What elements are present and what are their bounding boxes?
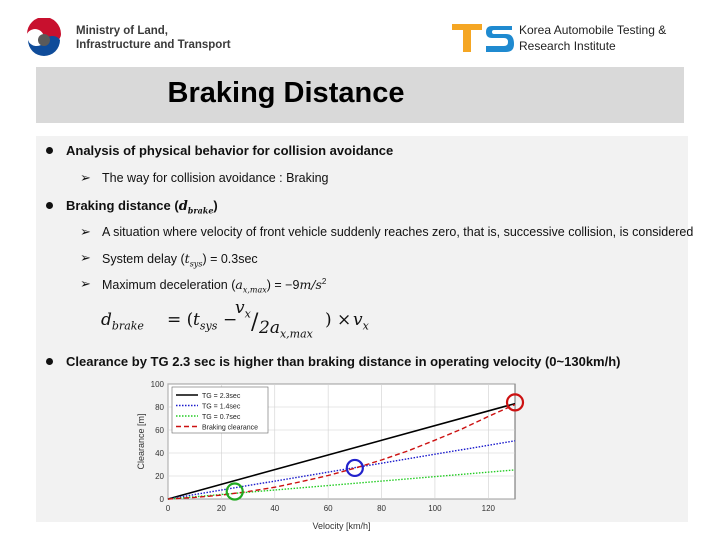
sub-successive-collision [80,224,694,239]
y-axis-label: Clearance [m] [136,413,146,470]
sub-var: a [235,277,243,293]
bullet-text: Clearance by TG 2.3 sec is higher than braking distance in operating velocity (0~130km/h) [66,354,621,369]
taeguk-logo-icon [24,18,64,58]
sub-var-sub: x,max [242,285,267,295]
arrow-bullet-icon: ➢ [80,224,91,239]
sub-unit: m/s [299,277,322,293]
legend-label: Braking clearance [202,424,259,432]
page-title: Braking Distance [167,77,405,109]
sub-system-delay [80,250,258,269]
sub-max-deceleration [80,276,327,295]
x-tick-label: 40 [270,504,280,513]
bullet-dot-icon [46,202,53,209]
bullet-clearance [66,354,621,369]
legend-label: TG = 2.3sec [202,393,241,400]
ts-logo-icon [452,24,514,52]
bullet-collision-analysis [66,143,393,158]
braking-distance-formula [101,298,381,344]
clearance-chart [130,372,530,532]
bullet-text-suffix: ) [213,198,218,213]
x-tick-label: 60 [323,504,333,513]
sub-prefix: System delay ( [102,252,185,266]
y-tick-label: 100 [150,380,164,389]
formula-eq: = ( [167,310,194,330]
bullet-dot-icon [46,358,53,365]
x-tick-label: 100 [428,504,442,513]
x-axis-label: Velocity [km/h] [312,521,371,531]
legend-label: TG = 0.7sec [202,414,241,421]
y-tick-label: 40 [155,449,164,458]
sub-unit-sup: 2 [321,277,327,286]
sub-suffix: ) = 0.3sec [202,252,258,266]
slide-header [0,0,720,64]
legend-label: TG = 1.4sec [202,403,241,411]
sub-var: t [184,251,190,266]
ministry-line-1: Ministry of Land, [76,25,168,37]
arrow-bullet-icon: ➢ [80,170,91,185]
formula-numerator: $v_x$ [235,298,251,321]
sub-text: A situation where velocity of front vehicle suddenly reaches zero, that is, successive collision, is considered [102,225,694,239]
bullet-var-sub: brake [187,205,214,216]
ministry-name [76,24,231,52]
title-bar [36,67,684,123]
arrow-bullet-icon: ➢ [80,276,91,291]
bullet-var: d [178,199,188,214]
formula-minus: − [223,310,238,330]
x-tick-label: 80 [377,504,386,513]
y-tick-label: 0 [159,495,164,504]
y-tick-label: 80 [155,403,164,412]
bullet-text: Analysis of physical behavior for collision avoidance [66,143,394,158]
formula-t: $t_{sys}$ [193,310,218,333]
institute-line-1: Korea Automobile Testing & [519,23,667,37]
ministry-line-2: Infrastructure and Transport [76,39,231,51]
bullet-braking-distance [66,198,218,216]
formula-slash: / [251,310,259,335]
bullet-text-prefix: Braking distance ( [66,198,179,213]
arrow-bullet-icon: ➢ [80,250,91,265]
sub-braking-way [80,170,329,185]
formula-close: ) × [325,310,352,330]
sub-prefix: Maximum deceleration ( [102,278,236,293]
sub-text: The way for collision avoidance : Braking [102,171,329,185]
y-tick-label: 60 [155,426,164,435]
formula-v: $v_x$ [353,310,369,333]
institute-name [519,22,666,54]
formula-lhs: $d_{brake}$ [101,310,144,333]
x-tick-label: 0 [165,504,171,513]
x-tick-label: 20 [216,504,226,513]
formula-denominator: $2a_{x,max}$ [259,318,313,341]
sub-suffix: ) = −9 [266,278,300,293]
institute-line-2: Research Institute [519,39,616,53]
sub-var-sub: sys [189,259,203,269]
bullet-dot-icon [46,147,53,154]
y-tick-label: 20 [155,472,164,481]
x-tick-label: 120 [481,504,495,513]
